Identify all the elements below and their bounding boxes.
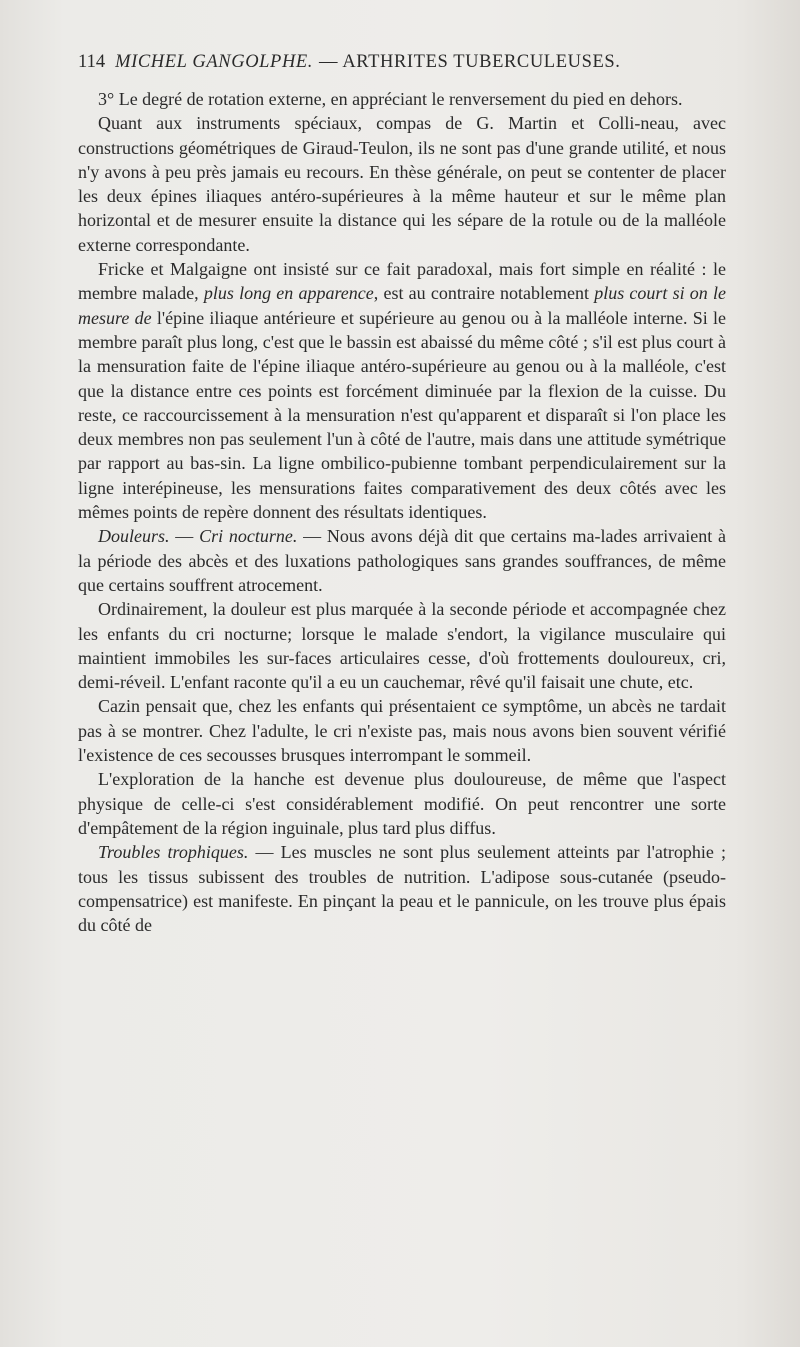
text-run: , est au contraire notablement (373, 283, 595, 304)
body-text (78, 87, 726, 937)
paragraph (78, 257, 726, 524)
running-title: — ARTHRITES TUBERCULEUSES. (319, 52, 621, 72)
italic-run: Troubles trophiques. (98, 842, 249, 863)
paragraph (78, 597, 726, 694)
text-run: — Les muscles ne sont plus seulement atteints par l'atrophie ; tous les tissus subissent des troubles de nutrition. L'adipose sous-cutanée (pseudo-compensatrice) est manifeste. En pinçant la peau et le pannicule, on les trouve plus épais du côté de (78, 842, 726, 936)
paragraph (78, 840, 726, 937)
paragraph (78, 524, 726, 597)
text-run: — (169, 526, 200, 547)
text-run: 3° Le degré de rotation externe, en appréciant le renversement du pied en dehors. (98, 89, 683, 109)
italic-run: Douleurs. (98, 526, 170, 547)
page-number: 114 (78, 52, 106, 72)
italic-run: Cri nocturne. (199, 526, 298, 547)
paragraph (78, 767, 726, 840)
paragraph (78, 111, 726, 257)
text-run: Fricke et Malgaigne ont insisté sur ce fait paradoxal, mais fort simple en réalité : le membre malade, (78, 259, 726, 304)
text-run: Ordinairement, la douleur est plus marquée à la seconde période et accompagnée chez les enfants du cri nocturne; lorsque le malade s'endort, la vigilance musculaire qui maintient immobiles les sur-faces articulaires cesse, d'où frottements douloureux, cri, demi-réveil. L'enfant raconte qu'il a eu un cauchemar, rêvé qu'il faisait une chute, etc. (78, 599, 726, 693)
paragraph (78, 87, 726, 111)
paragraph (78, 694, 726, 767)
text-run: Quant aux instruments spéciaux, compas de G. Martin et Colli-neau, avec constructions géométriques de Giraud-Teulon, ils ne sont pas d'une grande utilité, et nous n'y avons à peu près jamais eu recours. En thèse générale, on peut se contenter de placer les deux épines iliaques antéro-supérieures à la même hauteur et sur le même plan horizontal et de mesurer ensuite la distance qui les sépare de la rotule ou de la malléole externe correspondante. (78, 113, 726, 255)
text-run: — Nous avons déjà dit que certains ma-lades arrivaient à la période des abcès et des luxations pathologiques sans grandes souffrances, de même que certains souffrent atrocement. (78, 526, 726, 595)
text-run: l'épine iliaque antérieure et supérieure au genou ou à la malléole interne. Si le membre paraît plus long, c'est que le bassin est abaissé du même côté ; s'il est plus court à la mensuration faite de l'épine iliaque antéro-supérieure au genou ou à la malléole, c'est que la distance entre ces points est forcément diminuée par la flexion de la cuisse. Du reste, ce raccourcissement à la mensuration n'est qu'apparent et disparaît si l'on place les deux membres non pas seulement l'un à côté de l'autre, mais dans une attitude symétrique par rapport au bas-sin. La ligne ombilico-pubienne tombant perpendiculairement sur la ligne interépineuse, les mensurations faites comparativement des deux côtés avec les mêmes points de repère donnent des résultats identiques. (78, 307, 726, 523)
italic-run: plus court si on le mesure de (78, 283, 726, 328)
italic-run: plus long en apparence (203, 283, 374, 304)
text-run: Cazin pensait que, chez les enfants qui présentaient ce symptôme, un abcès ne tardait pas à se montrer. Chez l'adulte, le cri n'existe pas, mais nous avons bien souvent vérifié l'existence de ces secousses brusques interrompant le sommeil. (78, 696, 726, 766)
running-header (78, 52, 726, 73)
running-author: MICHEL GANGOLPHE. (115, 52, 314, 72)
text-run: L'exploration de la hanche est devenue plus douloureuse, de même que l'aspect physique de celle-ci s'est considérablement modifié. On peut rencontrer une sorte d'empâtement de la région inguinale, plus tard plus diffus. (78, 769, 726, 838)
